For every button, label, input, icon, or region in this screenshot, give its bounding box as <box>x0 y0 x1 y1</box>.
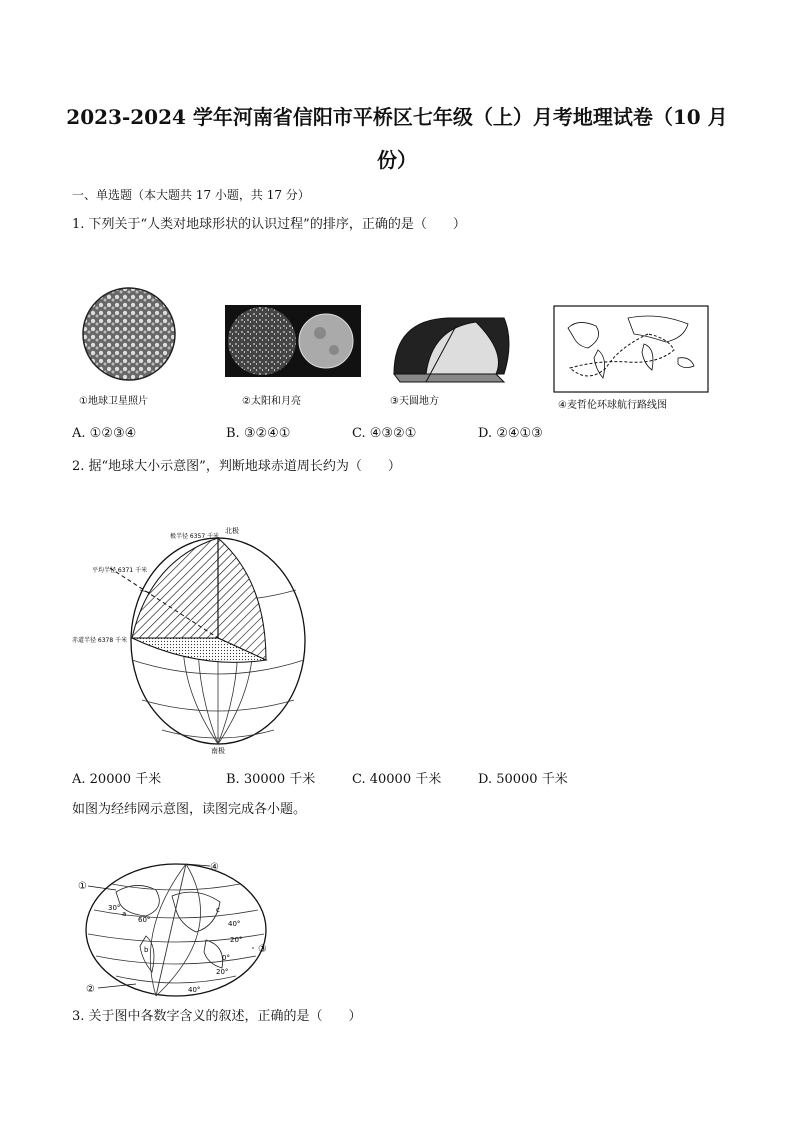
q1-figure-magellan-route <box>548 298 718 412</box>
label-mean-radius: 平均半径 6371 千米 <box>92 567 148 574</box>
label-north-pole: 北极 <box>225 527 239 535</box>
deg-0: 0° <box>222 954 230 962</box>
intro-text: 如图为经纬网示意图，读图完成各小题。 <box>72 802 307 817</box>
q1-figure-earth-photo <box>75 286 185 412</box>
question-2-text: 2. 据“地球大小示意图”，判断地球赤道周长约为（ ） <box>72 459 401 474</box>
q1-caption-3: ③天圆地方 <box>390 396 439 407</box>
q1-caption-4: ④麦哲伦环球航行路线图 <box>558 400 667 411</box>
question-3-text: 3. 关于图中各数字含义的叙述，正确的是（ ） <box>72 1009 362 1024</box>
moon-circle <box>299 314 353 368</box>
question-1-text: 1. 下列关于“人类对地球形状的认识过程”的排序，正确的是（ ） <box>72 217 466 232</box>
q1-caption-2: ②太阳和月亮 <box>242 396 301 407</box>
deg-40-top: 40° <box>228 920 241 928</box>
world-map-frame <box>554 306 708 392</box>
q2-option-b[interactable]: B. 30000 千米 <box>226 772 316 787</box>
marker-3: ③ <box>258 944 267 955</box>
label-south-pole: 南极 <box>211 747 225 755</box>
q2-option-d[interactable]: D. 50000 千米 <box>478 772 568 787</box>
marker-2: ② <box>86 984 95 995</box>
q1-option-d[interactable]: D. ②④①③ <box>478 426 543 441</box>
q1-figure-sun-moon <box>222 300 364 412</box>
q1-option-b[interactable]: B. ③②④① <box>226 426 291 441</box>
section-heading: 一、单选题（本大题共 17 小题，共 17 分） <box>72 188 310 202</box>
marker-1: ① <box>78 881 87 892</box>
q1-figure-tianyuan-difang <box>386 312 524 412</box>
exam-title-line2: 份） <box>377 148 417 172</box>
letter-a: a <box>122 910 127 918</box>
earth-photo-globe <box>83 288 175 380</box>
letter-b: b <box>144 946 149 954</box>
label-equatorial-radius: 赤道半径 6378 千米 <box>72 637 128 644</box>
q1-option-a[interactable]: A. ①②③④ <box>72 426 137 441</box>
deg-40-bottom: 40° <box>188 986 201 994</box>
q1-option-c[interactable]: C. ④③②① <box>352 426 417 441</box>
graticule-figure <box>76 856 276 1000</box>
deg-60: 60° <box>138 916 151 924</box>
q2-option-c[interactable]: C. 40000 千米 <box>352 772 442 787</box>
q1-caption-1: ①地球卫星照片 <box>79 396 148 407</box>
sun-circle <box>228 307 296 375</box>
q2-option-a[interactable]: A. 20000 千米 <box>72 772 162 787</box>
deg-20-bottom: 20° <box>216 968 229 976</box>
label-polar-radius: 极半径 6357 千米 <box>170 533 220 540</box>
deg-30: 30° <box>108 904 121 912</box>
letter-c: c <box>216 906 220 914</box>
exam-title-line1: 2023-2024 学年河南省信阳市平桥区七年级（上）月考地理试卷（10 月 <box>66 105 728 129</box>
marker-4: ④ <box>210 862 219 873</box>
q2-figure-earth-size <box>70 520 320 756</box>
deg-20-top: 20° <box>230 936 243 944</box>
